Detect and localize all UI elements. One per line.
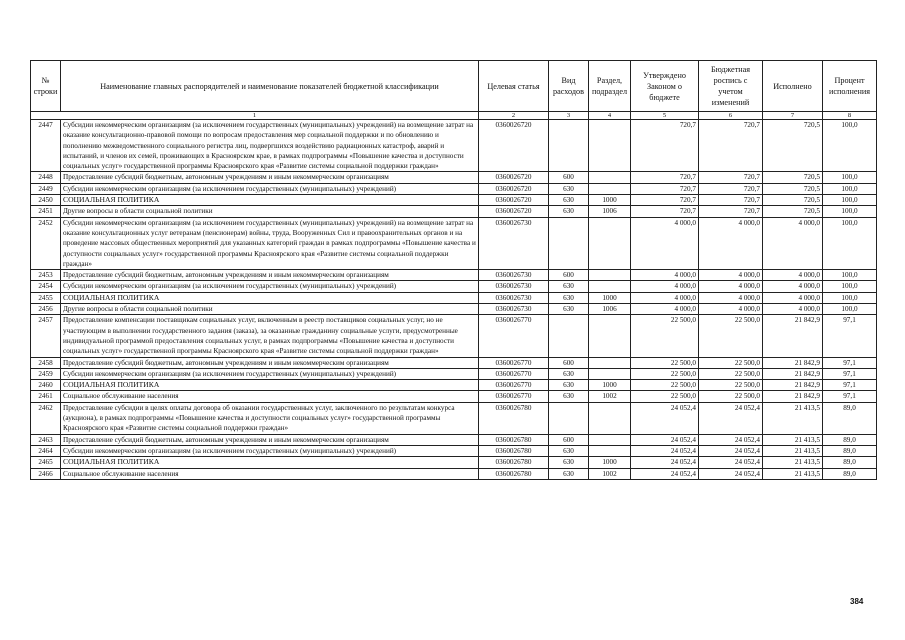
budget-amount: 24 052,4 bbox=[699, 468, 763, 479]
execution-percent: 100,0 bbox=[823, 217, 877, 269]
budget-report-sheet bbox=[30, 60, 877, 480]
approved-amount: 4 000,0 bbox=[631, 292, 699, 303]
table-row bbox=[31, 217, 877, 269]
executed-amount: 21 842,9 bbox=[763, 315, 823, 357]
table-row bbox=[31, 183, 877, 194]
row-name: СОЦИАЛЬНАЯ ПОЛИТИКА bbox=[61, 292, 479, 303]
section-code bbox=[589, 270, 631, 281]
executed-amount: 21 842,9 bbox=[763, 368, 823, 379]
header-approved: Утверждено Законом о бюджете bbox=[631, 61, 699, 112]
target-article: 0360026730 bbox=[479, 292, 549, 303]
executed-amount: 4 000,0 bbox=[763, 270, 823, 281]
approved-amount: 720,7 bbox=[631, 195, 699, 206]
row-number: 2461 bbox=[31, 391, 61, 402]
expense-type: 600 bbox=[549, 357, 589, 368]
expense-type bbox=[549, 217, 589, 269]
row-name: Субсидии некоммерческим организациям (за исключением государственных (муниципальных) учреждений) на возмещение затрат на оказание консультационных услуг ветеранам (пенсионерам) войны, труда, Вооруженных Сил и правоохранительных органов и на проведение массовых общественных мероприятий для указанных категорий граждан в рамках подпрограммы «Повышение качества и доступности социальных услуг» государственной программы Красноярского края «Развитие системы социальной поддержки граждан» bbox=[61, 217, 479, 269]
row-number: 2451 bbox=[31, 206, 61, 217]
expense-type: 600 bbox=[549, 434, 589, 445]
expense-type: 630 bbox=[549, 281, 589, 292]
approved-amount: 22 500,0 bbox=[631, 368, 699, 379]
row-name: Предоставление субсидий бюджетным, автономным учреждениям и иным некоммерческим организациям bbox=[61, 172, 479, 183]
row-name: Социальное обслуживание населения bbox=[61, 391, 479, 402]
execution-percent: 100,0 bbox=[823, 270, 877, 281]
approved-amount: 22 500,0 bbox=[631, 380, 699, 391]
executed-amount: 720,5 bbox=[763, 183, 823, 194]
execution-percent: 100,0 bbox=[823, 281, 877, 292]
table-row bbox=[31, 292, 877, 303]
row-name: Другие вопросы в области социальной политики bbox=[61, 304, 479, 315]
approved-amount: 4 000,0 bbox=[631, 270, 699, 281]
executed-amount: 720,5 bbox=[763, 120, 823, 172]
execution-percent: 97,1 bbox=[823, 315, 877, 357]
row-number: 2453 bbox=[31, 270, 61, 281]
table-row bbox=[31, 368, 877, 379]
row-name: СОЦИАЛЬНАЯ ПОЛИТИКА bbox=[61, 457, 479, 468]
row-name: Другие вопросы в области социальной политики bbox=[61, 206, 479, 217]
execution-percent: 97,1 bbox=[823, 391, 877, 402]
target-article: 0360026720 bbox=[479, 172, 549, 183]
execution-percent: 100,0 bbox=[823, 120, 877, 172]
target-article: 0360026720 bbox=[479, 120, 549, 172]
approved-amount: 720,7 bbox=[631, 120, 699, 172]
target-article: 0360026720 bbox=[479, 195, 549, 206]
section-code: 1000 bbox=[589, 195, 631, 206]
row-number: 2466 bbox=[31, 468, 61, 479]
execution-percent: 100,0 bbox=[823, 195, 877, 206]
budget-amount: 22 500,0 bbox=[699, 315, 763, 357]
column-number: 1 bbox=[31, 112, 479, 120]
execution-percent: 97,1 bbox=[823, 380, 877, 391]
approved-amount: 24 052,4 bbox=[631, 445, 699, 456]
expense-type: 630 bbox=[549, 195, 589, 206]
approved-amount: 22 500,0 bbox=[631, 391, 699, 402]
executed-amount: 4 000,0 bbox=[763, 292, 823, 303]
table-row bbox=[31, 357, 877, 368]
row-name: Субсидии некоммерческим организациям (за исключением государственных (муниципальных) учреждений) bbox=[61, 281, 479, 292]
executed-amount: 4 000,0 bbox=[763, 304, 823, 315]
header-budget-list: Бюджетная роспись с учетом изменений bbox=[699, 61, 763, 112]
expense-type: 630 bbox=[549, 457, 589, 468]
row-number: 2450 bbox=[31, 195, 61, 206]
row-name: Социальное обслуживание населения bbox=[61, 468, 479, 479]
approved-amount: 720,7 bbox=[631, 172, 699, 183]
budget-amount: 4 000,0 bbox=[699, 304, 763, 315]
approved-amount: 24 052,4 bbox=[631, 457, 699, 468]
executed-amount: 720,5 bbox=[763, 195, 823, 206]
header-target-article: Целевая статья bbox=[479, 61, 549, 112]
section-code bbox=[589, 315, 631, 357]
expense-type: 600 bbox=[549, 270, 589, 281]
execution-percent: 89,0 bbox=[823, 468, 877, 479]
execution-percent: 89,0 bbox=[823, 402, 877, 434]
header-executed: Исполнено bbox=[763, 61, 823, 112]
executed-amount: 4 000,0 bbox=[763, 217, 823, 269]
row-number: 2456 bbox=[31, 304, 61, 315]
row-name: Предоставление субсидии в целях оплаты договора об оказании государственных услуг, заключенного по результатам конкурса (аукциона), в рамках подпрограммы «Повышение качества и доступности социальных услуг» государственной программы Красноярского края «Развитие системы социальной поддержки граждан» bbox=[61, 402, 479, 434]
column-number: 2 bbox=[479, 112, 549, 120]
row-number: 2460 bbox=[31, 380, 61, 391]
section-code bbox=[589, 120, 631, 172]
expense-type: 630 bbox=[549, 368, 589, 379]
approved-amount: 24 052,4 bbox=[631, 434, 699, 445]
row-name: Субсидии некоммерческим организациям (за исключением государственных (муниципальных) учреждений) на возмещение затрат на оказание консультационно-правовой помощи по вопросам предоставления мер социальной поддержки и по обновлению и пополнению межведомственного социального регистра лиц, подвергшихся воздействию радиационных катастроф, аварий и испытаний, и членов их семей, проживающих в Красноярском крае, в рамках подпрограммы «Повышение качества и доступности социальных услуг» государственной программы Красноярского края «Развитие системы социальной поддержки граждан» bbox=[61, 120, 479, 172]
execution-percent: 97,1 bbox=[823, 357, 877, 368]
target-article: 0360026730 bbox=[479, 281, 549, 292]
row-name: Предоставление субсидий бюджетным, автономным учреждениям и иным некоммерческим организациям bbox=[61, 434, 479, 445]
budget-amount: 22 500,0 bbox=[699, 380, 763, 391]
column-number: 6 bbox=[699, 112, 763, 120]
executed-amount: 21 413,5 bbox=[763, 402, 823, 434]
budget-amount: 720,7 bbox=[699, 195, 763, 206]
budget-execution-table bbox=[30, 60, 877, 480]
table-row bbox=[31, 270, 877, 281]
header-section: Раздел, подраздел bbox=[589, 61, 631, 112]
section-code bbox=[589, 217, 631, 269]
table-row bbox=[31, 434, 877, 445]
target-article: 0360026730 bbox=[479, 270, 549, 281]
executed-amount: 720,5 bbox=[763, 172, 823, 183]
expense-type: 630 bbox=[549, 292, 589, 303]
table-row bbox=[31, 402, 877, 434]
target-article: 0360026730 bbox=[479, 217, 549, 269]
budget-amount: 720,7 bbox=[699, 183, 763, 194]
executed-amount: 21 413,5 bbox=[763, 468, 823, 479]
target-article: 0360026770 bbox=[479, 368, 549, 379]
target-article: 0360026720 bbox=[479, 183, 549, 194]
expense-type: 600 bbox=[549, 172, 589, 183]
section-code: 1002 bbox=[589, 391, 631, 402]
budget-amount: 24 052,4 bbox=[699, 434, 763, 445]
section-code: 1000 bbox=[589, 457, 631, 468]
budget-amount: 4 000,0 bbox=[699, 281, 763, 292]
budget-amount: 720,7 bbox=[699, 172, 763, 183]
expense-type: 630 bbox=[549, 468, 589, 479]
section-code: 1000 bbox=[589, 292, 631, 303]
table-row bbox=[31, 391, 877, 402]
budget-amount: 720,7 bbox=[699, 120, 763, 172]
expense-type: 630 bbox=[549, 445, 589, 456]
header-percent: Процент исполнения bbox=[823, 61, 877, 112]
section-code bbox=[589, 172, 631, 183]
column-number: 3 bbox=[549, 112, 589, 120]
executed-amount: 21 842,9 bbox=[763, 391, 823, 402]
approved-amount: 4 000,0 bbox=[631, 217, 699, 269]
executed-amount: 4 000,0 bbox=[763, 281, 823, 292]
header-expense-type: Вид расходов bbox=[549, 61, 589, 112]
page-number: 384 bbox=[850, 597, 864, 606]
table-row bbox=[31, 457, 877, 468]
column-number: 8 bbox=[823, 112, 877, 120]
executed-amount: 21 413,5 bbox=[763, 434, 823, 445]
target-article: 0360026720 bbox=[479, 206, 549, 217]
executed-amount: 21 413,5 bbox=[763, 457, 823, 468]
row-name: Предоставление субсидий бюджетным, автономным учреждениям и иным некоммерческим организациям bbox=[61, 270, 479, 281]
table-row bbox=[31, 206, 877, 217]
expense-type bbox=[549, 402, 589, 434]
section-code bbox=[589, 402, 631, 434]
expense-type: 630 bbox=[549, 183, 589, 194]
expense-type: 630 bbox=[549, 380, 589, 391]
column-number: 4 bbox=[589, 112, 631, 120]
target-article: 0360026770 bbox=[479, 391, 549, 402]
row-name: Субсидии некоммерческим организациям (за исключением государственных (муниципальных) учреждений) bbox=[61, 445, 479, 456]
budget-amount: 4 000,0 bbox=[699, 217, 763, 269]
executed-amount: 21 413,5 bbox=[763, 445, 823, 456]
row-name: Субсидии некоммерческим организациям (за исключением государственных (муниципальных) учреждений) bbox=[61, 183, 479, 194]
budget-amount: 24 052,4 bbox=[699, 402, 763, 434]
approved-amount: 4 000,0 bbox=[631, 304, 699, 315]
expense-type bbox=[549, 120, 589, 172]
budget-amount: 4 000,0 bbox=[699, 270, 763, 281]
approved-amount: 22 500,0 bbox=[631, 357, 699, 368]
budget-amount: 22 500,0 bbox=[699, 368, 763, 379]
row-name: СОЦИАЛЬНАЯ ПОЛИТИКА bbox=[61, 195, 479, 206]
approved-amount: 24 052,4 bbox=[631, 402, 699, 434]
row-name: Субсидии некоммерческим организациям (за исключением государственных (муниципальных) учреждений) bbox=[61, 368, 479, 379]
column-number-row bbox=[31, 112, 877, 120]
table-row bbox=[31, 445, 877, 456]
target-article: 0360026730 bbox=[479, 304, 549, 315]
section-code: 1006 bbox=[589, 304, 631, 315]
target-article: 0360026780 bbox=[479, 457, 549, 468]
expense-type: 630 bbox=[549, 304, 589, 315]
table-header-row bbox=[31, 61, 877, 112]
target-article: 0360026780 bbox=[479, 445, 549, 456]
section-code bbox=[589, 445, 631, 456]
row-number: 2459 bbox=[31, 368, 61, 379]
header-row-number: № строки bbox=[31, 61, 61, 112]
budget-amount: 22 500,0 bbox=[699, 357, 763, 368]
section-code: 1000 bbox=[589, 380, 631, 391]
column-number: 7 bbox=[763, 112, 823, 120]
execution-percent: 89,0 bbox=[823, 434, 877, 445]
row-number: 2452 bbox=[31, 217, 61, 269]
approved-amount: 4 000,0 bbox=[631, 281, 699, 292]
section-code: 1002 bbox=[589, 468, 631, 479]
row-number: 2458 bbox=[31, 357, 61, 368]
section-code bbox=[589, 368, 631, 379]
execution-percent: 89,0 bbox=[823, 457, 877, 468]
row-number: 2449 bbox=[31, 183, 61, 194]
expense-type: 630 bbox=[549, 206, 589, 217]
row-number: 2457 bbox=[31, 315, 61, 357]
executed-amount: 21 842,9 bbox=[763, 380, 823, 391]
budget-amount: 24 052,4 bbox=[699, 445, 763, 456]
execution-percent: 100,0 bbox=[823, 292, 877, 303]
expense-type: 630 bbox=[549, 391, 589, 402]
section-code bbox=[589, 434, 631, 445]
execution-percent: 89,0 bbox=[823, 445, 877, 456]
target-article: 0360026770 bbox=[479, 380, 549, 391]
column-number: 5 bbox=[631, 112, 699, 120]
row-number: 2454 bbox=[31, 281, 61, 292]
row-name: Предоставление компенсации поставщикам социальных услуг, включенным в реестр поставщиков социальных услуг, но не участвующим в выполнении государственного задания (заказа), за оказанные гражданину социальные услуги, предусмотренные индивидуальной программой предоставления социальных услуг, в рамках подпрограммы «Повышение качества и доступности социальных услуг» государственной программы Красноярского края «Развитие системы социальной поддержки граждан» bbox=[61, 315, 479, 357]
table-row bbox=[31, 172, 877, 183]
section-code bbox=[589, 357, 631, 368]
execution-percent: 100,0 bbox=[823, 183, 877, 194]
table-row bbox=[31, 195, 877, 206]
table-row bbox=[31, 120, 877, 172]
table-row bbox=[31, 315, 877, 357]
approved-amount: 720,7 bbox=[631, 206, 699, 217]
row-name: Предоставление субсидий бюджетным, автономным учреждениям и иным некоммерческим организациям bbox=[61, 357, 479, 368]
section-code bbox=[589, 281, 631, 292]
execution-percent: 100,0 bbox=[823, 172, 877, 183]
row-name: СОЦИАЛЬНАЯ ПОЛИТИКА bbox=[61, 380, 479, 391]
expense-type bbox=[549, 315, 589, 357]
target-article: 0360026780 bbox=[479, 468, 549, 479]
approved-amount: 24 052,4 bbox=[631, 468, 699, 479]
target-article: 0360026770 bbox=[479, 357, 549, 368]
approved-amount: 22 500,0 bbox=[631, 315, 699, 357]
budget-amount: 22 500,0 bbox=[699, 391, 763, 402]
row-number: 2463 bbox=[31, 434, 61, 445]
budget-amount: 24 052,4 bbox=[699, 457, 763, 468]
section-code bbox=[589, 183, 631, 194]
execution-percent: 100,0 bbox=[823, 304, 877, 315]
budget-amount: 4 000,0 bbox=[699, 292, 763, 303]
row-number: 2462 bbox=[31, 402, 61, 434]
execution-percent: 97,1 bbox=[823, 368, 877, 379]
section-code: 1006 bbox=[589, 206, 631, 217]
table-row bbox=[31, 304, 877, 315]
executed-amount: 720,5 bbox=[763, 206, 823, 217]
target-article: 0360026770 bbox=[479, 315, 549, 357]
table-row bbox=[31, 468, 877, 479]
header-name: Наименование главных распорядителей и наименование показателей бюджетной классификации bbox=[61, 61, 479, 112]
row-number: 2464 bbox=[31, 445, 61, 456]
target-article: 0360026780 bbox=[479, 434, 549, 445]
row-number: 2447 bbox=[31, 120, 61, 172]
table-row bbox=[31, 281, 877, 292]
executed-amount: 21 842,9 bbox=[763, 357, 823, 368]
row-number: 2448 bbox=[31, 172, 61, 183]
budget-amount: 720,7 bbox=[699, 206, 763, 217]
row-number: 2465 bbox=[31, 457, 61, 468]
target-article: 0360026780 bbox=[479, 402, 549, 434]
table-row bbox=[31, 380, 877, 391]
row-number: 2455 bbox=[31, 292, 61, 303]
approved-amount: 720,7 bbox=[631, 183, 699, 194]
execution-percent: 100,0 bbox=[823, 206, 877, 217]
